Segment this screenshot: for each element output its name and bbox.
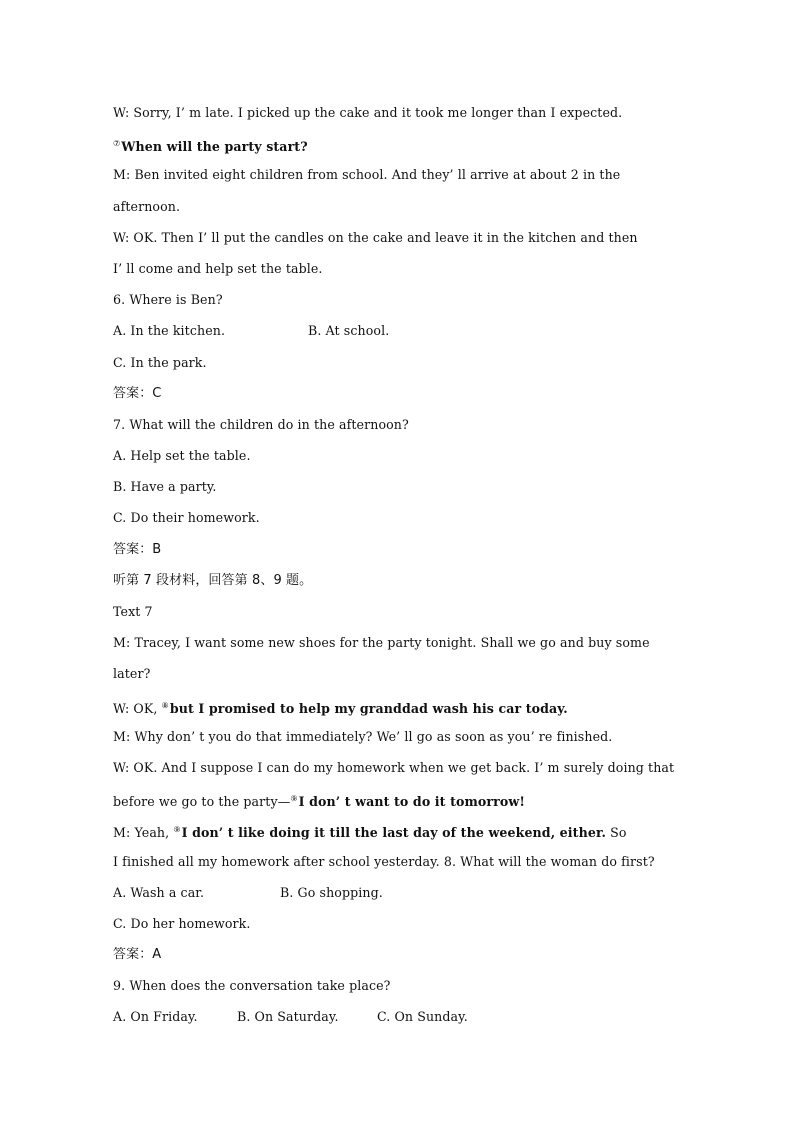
document-page: [113, 97, 683, 1033]
dialogue-text: So: [606, 825, 627, 841]
options-row: [113, 315, 683, 346]
answer-text: 答案：A: [113, 947, 162, 963]
dialogue-text: I’ ll come and help set the table.: [113, 260, 323, 276]
dialogue-text: later?: [113, 666, 151, 682]
question-text: 6. Where is Ben?: [113, 292, 223, 308]
option-c: C. Do their homework.: [113, 510, 260, 526]
options-row: [113, 440, 683, 471]
section-heading: [113, 565, 683, 596]
dialogue-line: [113, 97, 683, 128]
clue-text: I don’ t want to do it tomorrow!: [298, 794, 525, 810]
clue-text: When will the party start?: [121, 139, 308, 155]
option-b: B. Have a party.: [113, 479, 217, 495]
options-row: [113, 347, 683, 378]
options-row: [113, 877, 683, 908]
option-c: C. Do her homework.: [113, 915, 251, 931]
question-text: 7. What will the children do in the afternoon?: [113, 416, 409, 432]
option-b: B. At school.: [308, 323, 390, 339]
options-row: [113, 471, 683, 502]
dialogue-text: afternoon.: [113, 198, 181, 214]
clue-marker: ⑧: [161, 700, 169, 710]
dialogue-line: [113, 191, 683, 222]
clue-marker: ⑨: [290, 794, 298, 804]
options-row: [113, 908, 683, 939]
dialogue-line: [113, 222, 683, 253]
dialogue-line: [113, 253, 683, 284]
answer-6: [113, 378, 683, 409]
answer-text: 答案：B: [113, 541, 162, 557]
option-a: A. In the kitchen.: [113, 323, 226, 339]
clue-text: I don’ t like doing it till the last day of the weekend, either.: [181, 825, 607, 841]
clue-marker: ⑦: [113, 139, 121, 149]
option-c: C. On Sunday.: [377, 1009, 468, 1025]
dialogue-line: [113, 783, 683, 814]
section-heading-text: 听第 7 段材料，回答第 8、9 题。: [113, 572, 313, 588]
dialogue-line: [113, 627, 683, 658]
question-9: [113, 970, 683, 1001]
dialogue-line: [113, 814, 683, 845]
text-label-text: Text 7: [113, 604, 153, 619]
dialogue-line: [113, 846, 683, 877]
dialogue-text: W: OK. Then I’ ll put the candles on the cake and leave it in the kitchen and then: [113, 229, 638, 245]
text-label: [113, 596, 683, 627]
dialogue-text: before we go to the party—: [113, 794, 291, 810]
question-7: [113, 409, 683, 440]
option-a: A. Help set the table.: [113, 448, 251, 464]
option-b: B. Go shopping.: [280, 884, 383, 900]
dialogue-line: [113, 658, 683, 689]
dialogue-line: [113, 752, 683, 783]
option-a: A. Wash a car.: [113, 884, 205, 900]
dialogue-text: M: Tracey, I want some new shoes for the party tonight. Shall we go and buy some: [113, 635, 650, 651]
dialogue-line: [113, 128, 683, 159]
dialogue-line: [113, 690, 683, 721]
dialogue-text: W: OK,: [113, 700, 162, 716]
dialogue-text: M: Yeah,: [113, 825, 174, 841]
clue-text: but I promised to help my granddad wash his car today.: [169, 700, 568, 716]
dialogue-line: [113, 721, 683, 752]
question-text: 9. When does the conversation take place?: [113, 978, 391, 994]
option-a: A. On Friday.: [113, 1009, 198, 1025]
dialogue-text: W: OK. And I suppose I can do my homework when we get back. I’ m surely doing that: [113, 759, 675, 775]
question-6: [113, 284, 683, 315]
answer-8: [113, 939, 683, 970]
dialogue-text: M: Ben invited eight children from school. And they’ ll arrive at about 2 in the: [113, 167, 621, 183]
options-row: [113, 1001, 683, 1032]
answer-text: 答案：C: [113, 385, 162, 401]
dialogue-text: I finished all my homework after school yesterday. 8. What will the woman do first?: [113, 853, 655, 869]
dialogue-line: [113, 159, 683, 190]
options-row: [113, 502, 683, 533]
dialogue-text: W: Sorry, I’ m late. I picked up the cake and it took me longer than I expected.: [113, 105, 623, 120]
option-b: B. On Saturday.: [237, 1009, 339, 1025]
dialogue-text: M: Why don’ t you do that immediately? We’ ll go as soon as you’ re finished.: [113, 728, 613, 744]
clue-marker: ⑨: [173, 825, 181, 835]
option-c: C. In the park.: [113, 354, 207, 370]
answer-7: [113, 534, 683, 565]
